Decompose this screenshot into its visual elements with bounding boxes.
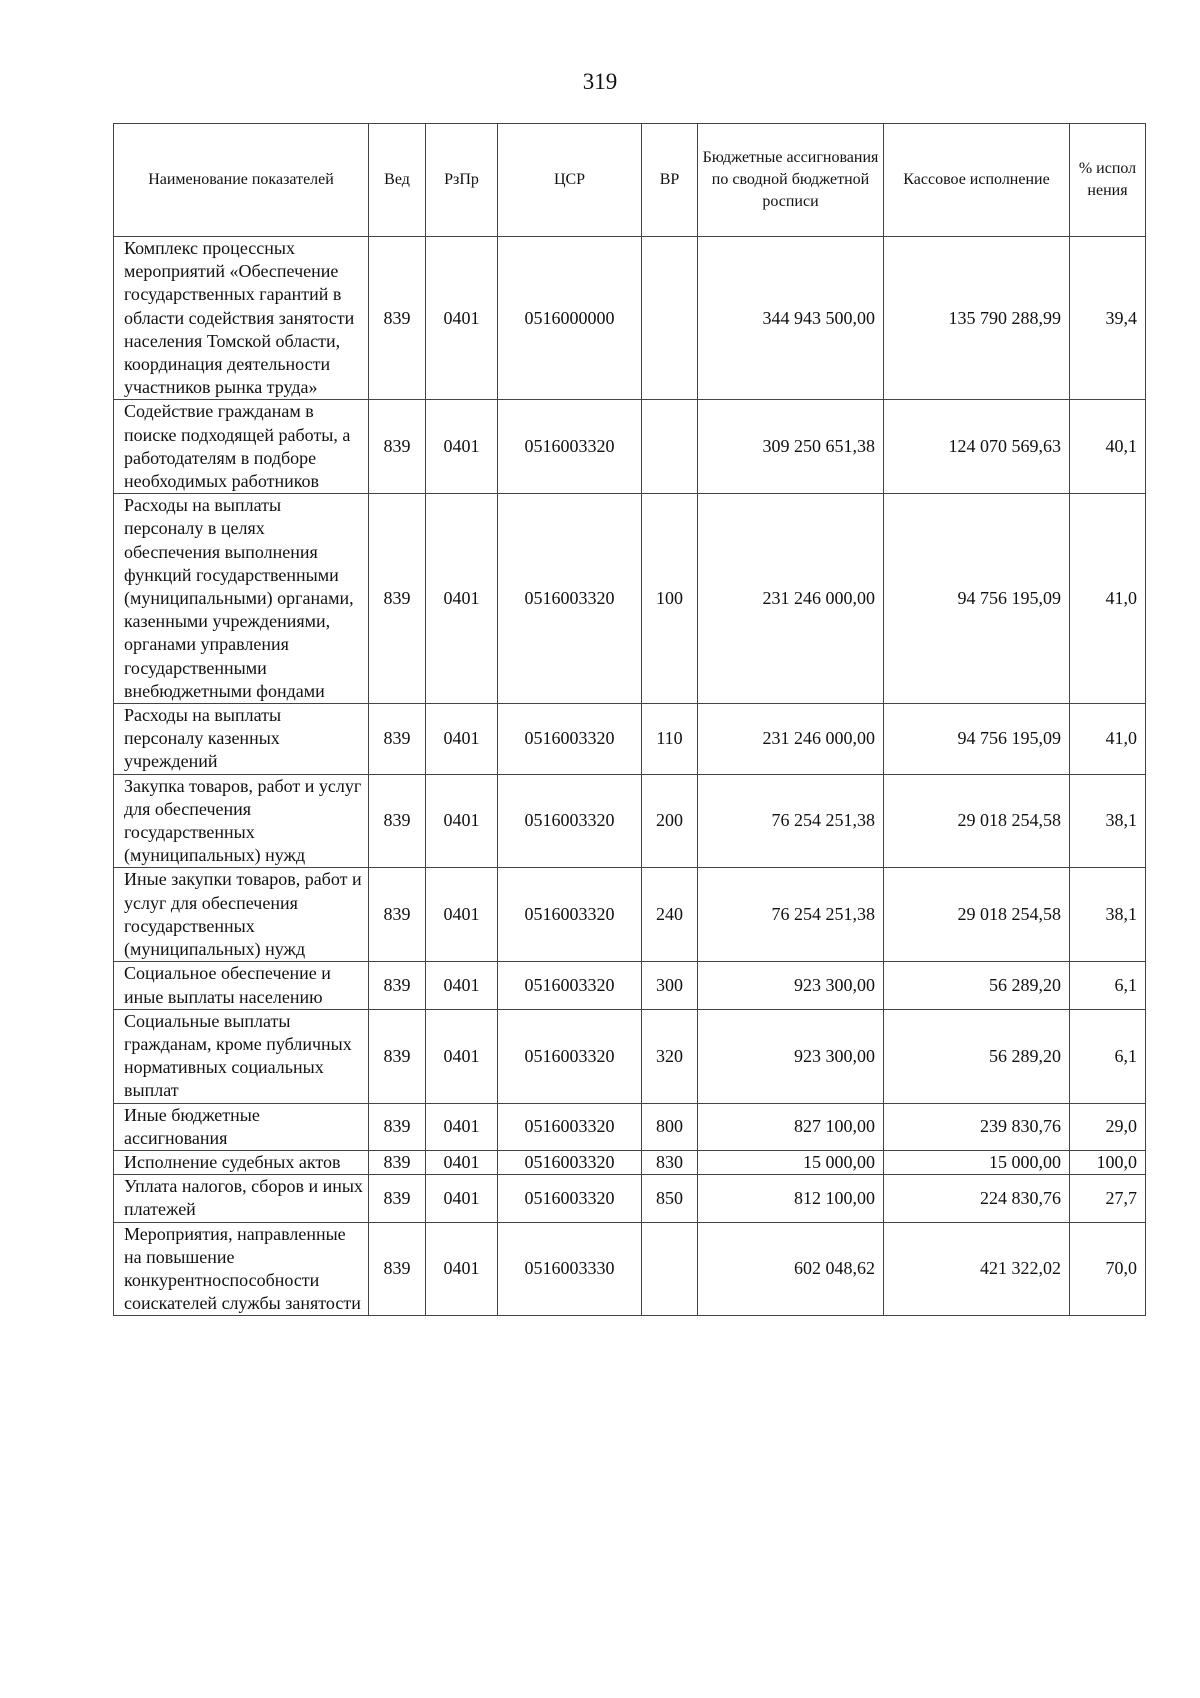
- row-name: Социальные выплаты гражданам, кроме публичных нормативных социальных выплат: [114, 1009, 369, 1103]
- header-rzpr: РзПр: [426, 124, 498, 237]
- row-ved: 839: [369, 1009, 426, 1103]
- row-allocations: 76 254 251,38: [698, 868, 884, 962]
- table-row: [114, 1103, 1146, 1150]
- table-row: [114, 1175, 1146, 1222]
- row-percent: 40,1: [1070, 400, 1146, 494]
- row-csr: 0516003320: [498, 704, 642, 775]
- row-vr: [642, 237, 698, 400]
- row-percent: 41,0: [1070, 704, 1146, 775]
- row-ved: 839: [369, 962, 426, 1009]
- row-percent: 100,0: [1070, 1150, 1146, 1174]
- row-csr: 0516003320: [498, 1150, 642, 1174]
- row-csr: 0516003320: [498, 1175, 642, 1222]
- row-name: Мероприятия, направленные на повышение конкурентноспособности соискателей службы занятости: [114, 1222, 369, 1316]
- row-cash-execution: 29 018 254,58: [884, 868, 1070, 962]
- row-allocations: 231 246 000,00: [698, 704, 884, 775]
- row-name: Содействие гражданам в поиске подходящей работы, а работодателям в подборе необходимых работников: [114, 400, 369, 494]
- row-csr: 0516003320: [498, 962, 642, 1009]
- row-name: Комплекс процессных мероприятий «Обеспечение государственных гарантий в области содействия занятости населения Томской области, координация деятельности участников рынка труда»: [114, 237, 369, 400]
- header-vr: ВР: [642, 124, 698, 237]
- header-name: Наименование показателей: [114, 124, 369, 237]
- table-row: [114, 774, 1146, 868]
- row-vr: 300: [642, 962, 698, 1009]
- row-csr: 0516000000: [498, 237, 642, 400]
- row-vr: 320: [642, 1009, 698, 1103]
- row-name: Закупка товаров, работ и услуг для обеспечения государственных (муниципальных) нужд: [114, 774, 369, 868]
- row-rzpr: 0401: [426, 237, 498, 400]
- row-csr: 0516003320: [498, 774, 642, 868]
- row-vr: [642, 400, 698, 494]
- row-rzpr: 0401: [426, 868, 498, 962]
- table-row: [114, 1150, 1146, 1174]
- row-rzpr: 0401: [426, 1009, 498, 1103]
- row-percent: 39,4: [1070, 237, 1146, 400]
- table-row: [114, 494, 1146, 704]
- table-row: [114, 400, 1146, 494]
- row-name: Иные бюджетные ассигнования: [114, 1103, 369, 1150]
- row-ved: 839: [369, 1150, 426, 1174]
- row-allocations: 15 000,00: [698, 1150, 884, 1174]
- page-number: 319: [582, 69, 618, 94]
- row-allocations: 923 300,00: [698, 1009, 884, 1103]
- row-csr: 0516003320: [498, 1009, 642, 1103]
- row-csr: 0516003320: [498, 868, 642, 962]
- row-ved: 839: [369, 237, 426, 400]
- row-rzpr: 0401: [426, 962, 498, 1009]
- row-csr: 0516003330: [498, 1222, 642, 1316]
- budget-execution-table: [113, 123, 1146, 1316]
- row-cash-execution: 124 070 569,63: [884, 400, 1070, 494]
- row-vr: [642, 1222, 698, 1316]
- row-vr: 800: [642, 1103, 698, 1150]
- table-row: [114, 1009, 1146, 1103]
- row-percent: 27,7: [1070, 1175, 1146, 1222]
- row-csr: 0516003320: [498, 494, 642, 704]
- row-allocations: 827 100,00: [698, 1103, 884, 1150]
- row-cash-execution: 94 756 195,09: [884, 494, 1070, 704]
- row-vr: 850: [642, 1175, 698, 1222]
- row-vr: 110: [642, 704, 698, 775]
- row-name: Расходы на выплаты персоналу в целях обеспечения выполнения функций государственными (муниципальными) органами, казенными учреждениями, органами управления государственными внебюджетными фондами: [114, 494, 369, 704]
- table-row: [114, 704, 1146, 775]
- row-percent: 41,0: [1070, 494, 1146, 704]
- row-name: Уплата налогов, сборов и иных платежей: [114, 1175, 369, 1222]
- row-percent: 29,0: [1070, 1103, 1146, 1150]
- row-ved: 839: [369, 774, 426, 868]
- row-ved: 839: [369, 400, 426, 494]
- row-vr: 240: [642, 868, 698, 962]
- row-ved: 839: [369, 868, 426, 962]
- header-ved: Вед: [369, 124, 426, 237]
- row-allocations: 923 300,00: [698, 962, 884, 1009]
- row-allocations: 309 250 651,38: [698, 400, 884, 494]
- table-row: [114, 237, 1146, 400]
- row-rzpr: 0401: [426, 494, 498, 704]
- row-vr: 200: [642, 774, 698, 868]
- row-allocations: 602 048,62: [698, 1222, 884, 1316]
- table-row: [114, 1222, 1146, 1316]
- row-cash-execution: 56 289,20: [884, 962, 1070, 1009]
- row-cash-execution: 15 000,00: [884, 1150, 1070, 1174]
- row-name: Иные закупки товаров, работ и услуг для обеспечения государственных (муниципальных) нужд: [114, 868, 369, 962]
- row-rzpr: 0401: [426, 1150, 498, 1174]
- row-rzpr: 0401: [426, 774, 498, 868]
- row-allocations: 76 254 251,38: [698, 774, 884, 868]
- row-percent: 6,1: [1070, 1009, 1146, 1103]
- row-percent: 6,1: [1070, 962, 1146, 1009]
- row-ved: 839: [369, 1222, 426, 1316]
- row-cash-execution: 135 790 288,99: [884, 237, 1070, 400]
- row-rzpr: 0401: [426, 1103, 498, 1150]
- row-ved: 839: [369, 1175, 426, 1222]
- table-header-row: [114, 124, 1146, 237]
- header-allocations: Бюджетные ассигнования по сводной бюджетной росписи: [698, 124, 884, 237]
- header-percent: % испол нения: [1070, 124, 1146, 237]
- row-percent: 70,0: [1070, 1222, 1146, 1316]
- row-allocations: 812 100,00: [698, 1175, 884, 1222]
- row-name: Расходы на выплаты персоналу казенных учреждений: [114, 704, 369, 775]
- row-ved: 839: [369, 1103, 426, 1150]
- row-rzpr: 0401: [426, 1222, 498, 1316]
- header-cash-execution: Кассовое исполнение: [884, 124, 1070, 237]
- row-vr: 100: [642, 494, 698, 704]
- row-cash-execution: 56 289,20: [884, 1009, 1070, 1103]
- row-percent: 38,1: [1070, 774, 1146, 868]
- row-name: Социальное обеспечение и иные выплаты населению: [114, 962, 369, 1009]
- row-allocations: 231 246 000,00: [698, 494, 884, 704]
- row-cash-execution: 94 756 195,09: [884, 704, 1070, 775]
- row-cash-execution: 239 830,76: [884, 1103, 1070, 1150]
- table-row: [114, 962, 1146, 1009]
- row-cash-execution: 224 830,76: [884, 1175, 1070, 1222]
- row-cash-execution: 29 018 254,58: [884, 774, 1070, 868]
- table-row: [114, 868, 1146, 962]
- header-csr: ЦСР: [498, 124, 642, 237]
- row-rzpr: 0401: [426, 400, 498, 494]
- row-cash-execution: 421 322,02: [884, 1222, 1070, 1316]
- row-percent: 38,1: [1070, 868, 1146, 962]
- row-csr: 0516003320: [498, 400, 642, 494]
- row-ved: 839: [369, 494, 426, 704]
- row-vr: 830: [642, 1150, 698, 1174]
- row-name: Исполнение судебных актов: [114, 1150, 369, 1174]
- row-ved: 839: [369, 704, 426, 775]
- row-rzpr: 0401: [426, 1175, 498, 1222]
- row-rzpr: 0401: [426, 704, 498, 775]
- row-csr: 0516003320: [498, 1103, 642, 1150]
- row-allocations: 344 943 500,00: [698, 237, 884, 400]
